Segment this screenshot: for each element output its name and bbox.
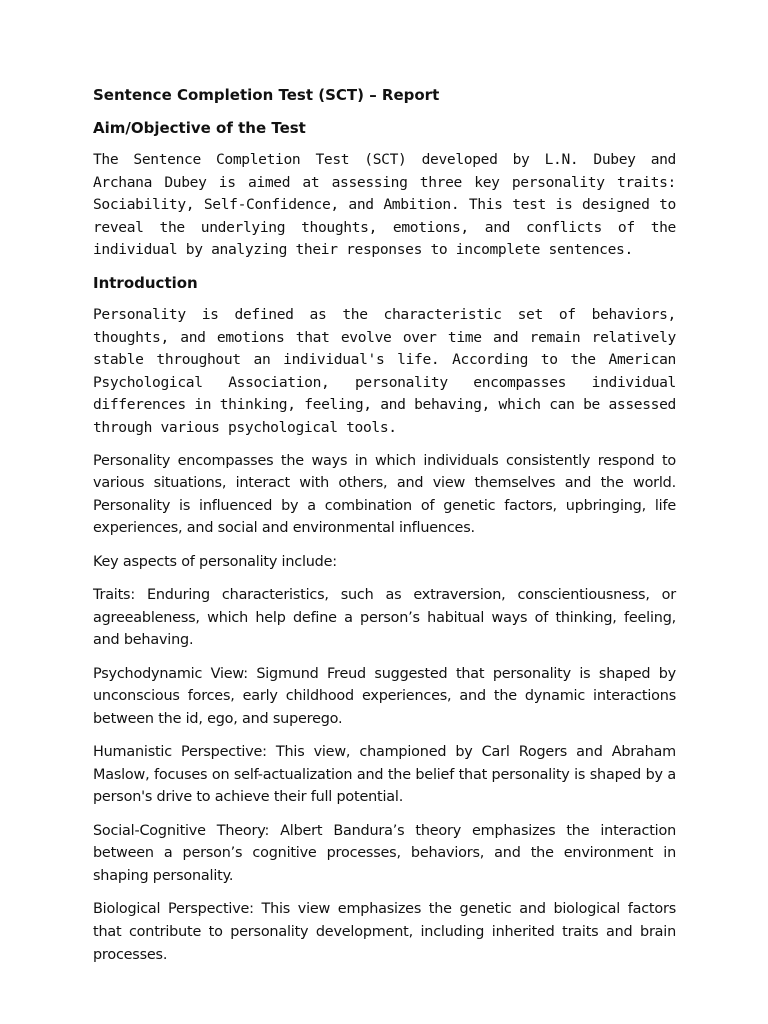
key-aspects-intro: Key aspects of personality include: — [93, 553, 337, 570]
report-title: Sentence Completion Test (SCT) – Report — [93, 86, 440, 104]
introduction-heading: Introduction — [93, 273, 198, 292]
aspect-traits: Traits: Enduring characteristics, such as extraversion, conscientiousness, or agreeableness, which help define a person’s habitual ways of thinking, feeling, and behaving. — [93, 587, 676, 649]
aspect-psychodynamic: Psychodynamic View: Sigmund Freud suggested that personality is shaped by unconscious forces, early childhood experiences, and the dynamic interactions between the id, ego, and superego. — [93, 665, 676, 727]
aim-heading: Aim/Objective of the Test — [93, 119, 306, 137]
introduction-paragraph-2: Personality encompasses the ways in which individuals consistently respond to various situations, interact with others, and view themselves and the world. Personality is influenced by a combination of genetic factors, upbringing, life experiences, and social and environmental influences. — [93, 452, 676, 537]
introduction-paragraph-1: Personality is defined as the characteristic set of behaviors, thoughts, and emotions that evolve over time and remain relatively stable throughout an individual's life. According to the American Psychological Association, personality encompasses individual differences in thinking, feeling, and behaving, which can be assessed through various psychological tools. — [93, 305, 676, 436]
aspect-humanistic: Humanistic Perspective: This view, championed by Carl Rogers and Abraham Maslow, focuses on self-actualization and the belief that personality is shaped by a person's drive to achieve their full potential. — [93, 744, 676, 806]
document-page — [93, 84, 676, 977]
aim-paragraph: The Sentence Completion Test (SCT) developed by L.N. Dubey and Archana Dubey is aimed at assessing three key personality traits: Sociability, Self-Confidence, and Ambition. This test is designed to reveal the underlying thoughts, emotions, and conflicts of the individual by analyzing their responses to incomplete sentences. — [93, 151, 676, 259]
aspect-social-cognitive: Social-Cognitive Theory: Albert Bandura’s theory emphasizes the interaction between a person’s cognitive processes, behaviors, and the environment in shaping personality. — [93, 822, 676, 885]
aspect-biological: Biological Perspective: This view emphasizes the genetic and biological factors that contribute to personality development, including inherited traits and brain processes. — [93, 901, 676, 963]
